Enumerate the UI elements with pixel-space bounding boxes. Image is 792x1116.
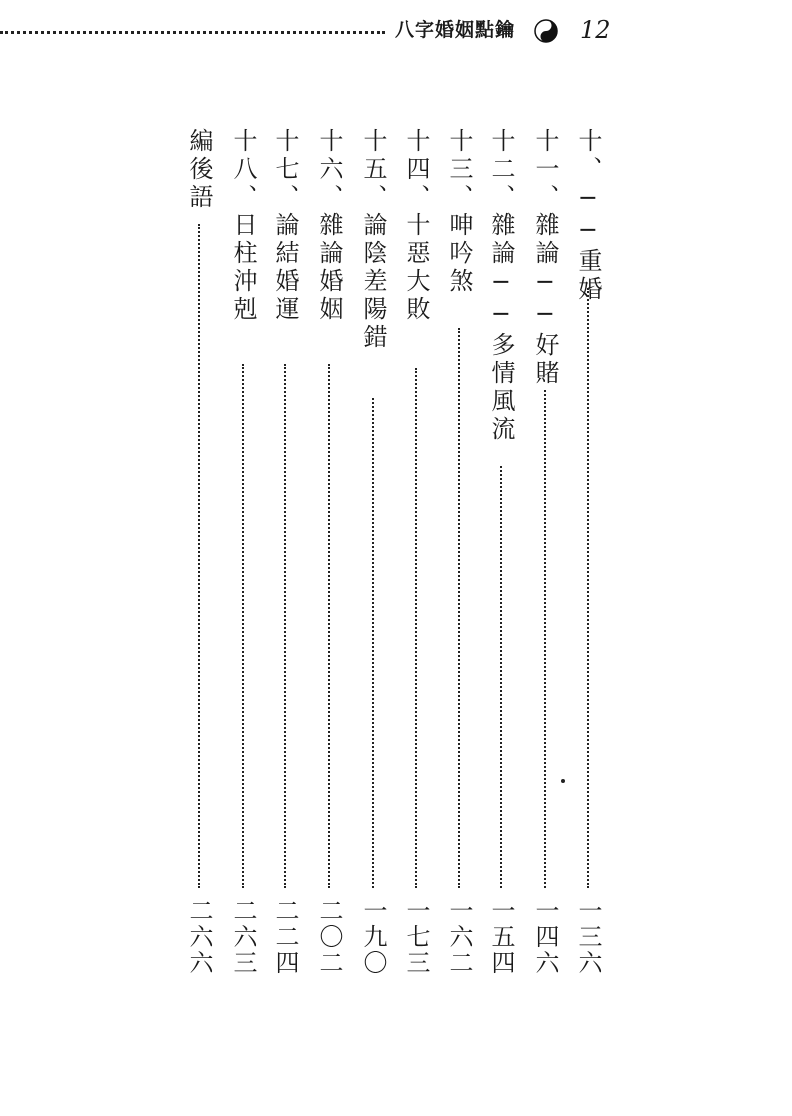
toc-entry-title: 十四、十惡大敗	[402, 128, 430, 324]
stray-ink-mark	[561, 779, 565, 783]
toc-entry-page: 二六三	[229, 898, 257, 976]
toc-entry[interactable]	[528, 128, 562, 1008]
toc-entry[interactable]	[268, 128, 302, 1008]
toc-entry-title: 十一、雜論──好賭	[531, 128, 559, 388]
toc-entry-title: 十三、呻吟煞	[445, 128, 473, 296]
toc-entry[interactable]	[571, 128, 605, 1008]
toc-entry-title: 十、──重婚	[574, 128, 602, 304]
toc-entry-title: 十六、雜論婚姻	[315, 128, 343, 324]
dot-leader	[415, 368, 417, 888]
toc-entry-title: 編後語	[185, 128, 213, 212]
dot-leader	[500, 466, 502, 888]
toc-entry[interactable]	[226, 128, 260, 1008]
toc-entry[interactable]	[312, 128, 346, 1008]
toc-entry-page: 一九〇	[359, 898, 387, 976]
toc-entry[interactable]	[356, 128, 390, 1008]
header-dotted-rule	[0, 31, 385, 34]
toc-entry-page: 一五四	[487, 898, 515, 976]
toc-entry-page: 二六六	[185, 898, 213, 976]
toc-entry-page: 二二四	[271, 898, 299, 976]
toc-entry-page: 二〇二	[315, 898, 343, 976]
page-number: 12	[580, 16, 611, 44]
toc-entry-title: 十二、雜論──多情風流	[487, 128, 515, 444]
dot-leader	[458, 328, 460, 888]
toc-entry-page: 一七三	[402, 898, 430, 976]
dot-leader	[284, 364, 286, 888]
toc-entry-page: 一四六	[531, 898, 559, 976]
toc-entry-title: 十七、論結婚運	[271, 128, 299, 324]
book-title: 八字婚姻點鑰	[395, 19, 516, 41]
yin-yang-icon	[534, 19, 558, 43]
toc-entry[interactable]	[399, 128, 433, 1008]
dot-leader	[198, 224, 200, 888]
dot-leader	[544, 390, 546, 888]
dot-leader	[242, 364, 244, 888]
toc-entry-page: 一三六	[574, 898, 602, 976]
dot-leader	[587, 288, 589, 888]
toc-entry-page: 一六二	[445, 898, 473, 976]
dot-leader	[372, 398, 374, 888]
toc-entry[interactable]	[442, 128, 476, 1008]
toc-entry[interactable]	[484, 128, 518, 1008]
toc-entry[interactable]	[182, 128, 216, 1008]
toc-entry-title: 十五、論陰差陽錯	[359, 128, 387, 352]
dot-leader	[328, 364, 330, 888]
toc-entry-title: 十八、日柱沖剋	[229, 128, 257, 324]
